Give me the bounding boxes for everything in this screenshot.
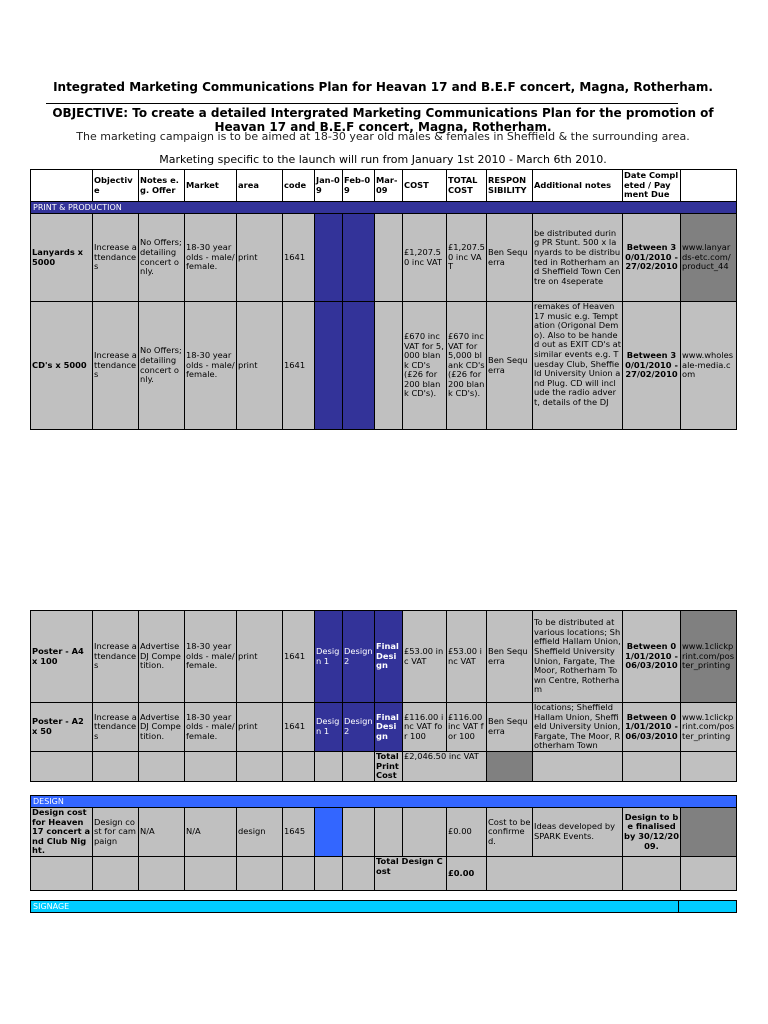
signage-cell-end — [679, 901, 737, 913]
blank-cell — [93, 856, 139, 890]
col-header-objective: Objective — [93, 170, 139, 202]
row-total: £1,207.50 inc VAT — [447, 214, 487, 302]
row-objective: Increase attendances — [93, 214, 139, 302]
row-responsibility: Ben Sequerra — [487, 302, 533, 430]
title-underline — [46, 103, 678, 104]
row-feb: Design 2 — [343, 611, 375, 703]
row-additional: Ideas developed by SPARK Events. — [533, 808, 623, 857]
design-total-label: Total Design Cost — [375, 856, 447, 890]
blank-cell — [283, 856, 315, 890]
col-header-mar: Mar-09 — [375, 170, 403, 202]
row-area: print — [237, 302, 283, 430]
row-market: 18-30 year olds - male/female. — [185, 611, 237, 703]
blank-cell — [487, 856, 623, 890]
row-date: Between 01/01/2010 - 06/03/2010 — [623, 703, 681, 752]
row-responsibility: Ben Sequerra — [487, 703, 533, 752]
blank-cell — [343, 856, 375, 890]
row-link: www.1clickprint.com/poster_printing — [681, 611, 737, 703]
row-jan — [315, 214, 343, 302]
row-objective: Increase attendances — [93, 703, 139, 752]
row-area: print — [237, 703, 283, 752]
row-item: Lanyards x 5000 — [31, 214, 93, 302]
blank-cell — [343, 751, 375, 781]
row-mar: Final Design — [375, 611, 403, 703]
row-additional: locations; Sheffield Hallam Union, Sheffield University Union, Fargate, The Moor, Rotherham Town — [533, 703, 623, 752]
section-row-signage — [31, 901, 737, 913]
row-notes: No Offers; detailing concert only. — [139, 214, 185, 302]
print-total-value: £2,046.50 inc VAT — [403, 751, 487, 781]
row-total: £0.00 — [447, 808, 487, 857]
row-objective: Increase attendances — [93, 302, 139, 430]
row-market: 18-30 year olds - male/female. — [185, 302, 237, 430]
row-total: £670 inc VAT for 5,000 blank CD's (£26 for 200 blank CD's). — [447, 302, 487, 430]
row-notes: Advertise DJ Competition. — [139, 703, 185, 752]
section-row-print — [31, 202, 737, 214]
row-date: Between 01/01/2010 - 06/03/2010 — [623, 611, 681, 703]
row-feb — [343, 808, 375, 857]
row-feb — [343, 302, 375, 430]
print-table-posters — [30, 610, 737, 782]
row-objective: Increase attendances — [93, 611, 139, 703]
launch-text: Marketing specific to the launch will run from January 1st 2010 - March 6th 2010. — [159, 153, 607, 166]
row-notes: Advertise DJ Competition. — [139, 611, 185, 703]
row-code: 1641 — [283, 302, 315, 430]
row-code: 1641 — [283, 214, 315, 302]
row-area: print — [237, 214, 283, 302]
blank-cell — [139, 856, 185, 890]
table-row — [31, 302, 737, 430]
row-link — [681, 808, 737, 857]
table-row — [31, 703, 737, 752]
row-total: £53.00 inc VAT — [447, 611, 487, 703]
col-header-total-cost: TOTAL COST — [447, 170, 487, 202]
section-label-signage: SIGNAGE — [31, 901, 679, 913]
row-responsibility: Cost to be confirmed. — [487, 808, 533, 857]
row-market: 18-30 year olds - male/female. — [185, 703, 237, 752]
blank-cell — [185, 856, 237, 890]
blank-cell — [237, 856, 283, 890]
table-row — [31, 214, 737, 302]
blank-cell — [533, 751, 623, 781]
blank-cell — [139, 751, 185, 781]
row-code: 1641 — [283, 611, 315, 703]
col-header-date: Date Completed / Payment Due — [623, 170, 681, 202]
row-item: Design cost for Heaven 17 concert and Club Night. — [31, 808, 93, 857]
row-cost: £670 inc VAT for 5,000 blank CD's (£26 for 200 blank CD's). — [403, 302, 447, 430]
design-total-row — [31, 856, 737, 890]
design-table — [30, 795, 737, 891]
row-feb — [343, 214, 375, 302]
row-jan — [315, 302, 343, 430]
row-code: 1645 — [283, 808, 315, 857]
blank-cell — [31, 751, 93, 781]
row-cost: £116.00 inc VAT for 100 — [403, 703, 447, 752]
blank-cell — [681, 751, 737, 781]
row-mar: Final Design — [375, 703, 403, 752]
col-header-notes: Notes e.g. Offer — [139, 170, 185, 202]
row-jan — [315, 808, 343, 857]
row-mar — [375, 214, 403, 302]
table-row — [31, 611, 737, 703]
col-header-jan: Jan-09 — [315, 170, 343, 202]
plan-title: Integrated Marketing Communications Plan for Heavan 17 and B.E.F concert, Magna, Rotherham. — [53, 80, 713, 94]
row-feb: Design 2 — [343, 703, 375, 752]
header-row — [31, 170, 737, 202]
col-header-additional-notes: Additional notes — [533, 170, 623, 202]
col-header-area: area — [237, 170, 283, 202]
row-cost — [403, 808, 447, 857]
row-cost: £1,207.50 inc VAT — [403, 214, 447, 302]
print-table-top — [30, 169, 737, 430]
row-item: Poster - A4 x 100 — [31, 611, 93, 703]
row-date: Between 30/01/2010 - 27/02/2010 — [623, 214, 681, 302]
col-header-item — [31, 170, 93, 202]
col-header-link — [681, 170, 737, 202]
col-header-responsibility: RESPONSIBILITY — [487, 170, 533, 202]
blank-cell — [623, 856, 681, 890]
row-total: £116.00 inc VAT for 100 — [447, 703, 487, 752]
row-item: Poster - A2 x 50 — [31, 703, 93, 752]
row-notes: No Offers; detailing concert only. — [139, 302, 185, 430]
row-objective: Design cost for campaign — [93, 808, 139, 857]
row-jan: Design 1 — [315, 703, 343, 752]
section-label-design: DESIGN — [31, 796, 737, 808]
row-mar — [375, 808, 403, 857]
table-row — [31, 808, 737, 857]
row-date: Design to be finalised by 30/12/2009. — [623, 808, 681, 857]
blank-cell — [315, 856, 343, 890]
section-label-print: PRINT & PRODUCTION — [31, 202, 737, 214]
audience-text: The marketing campaign is to be aimed at 18-30 year old males & females in Sheffield & the surrounding area. — [76, 130, 690, 143]
objective-text: OBJECTIVE: To create a detailed Intergrated Marketing Communications Plan for the promotion of Heavan 17 and B.E.F concert, Magna, Rotherham. — [52, 106, 714, 134]
print-total-label: Total Print Cost — [375, 751, 403, 781]
row-responsibility: Ben Sequerra — [487, 611, 533, 703]
row-code: 1641 — [283, 703, 315, 752]
blank-cell — [623, 751, 681, 781]
blank-cell — [315, 751, 343, 781]
col-header-code: code — [283, 170, 315, 202]
section-row-design — [31, 796, 737, 808]
signage-table — [30, 900, 737, 913]
blank-cell — [487, 751, 533, 781]
row-link: www.lanyards-etc.com/product_44 — [681, 214, 737, 302]
blank-cell — [93, 751, 139, 781]
col-header-feb: Feb-09 — [343, 170, 375, 202]
col-header-cost: COST — [403, 170, 447, 202]
row-jan: Design 1 — [315, 611, 343, 703]
row-additional: be distributed during PR Stunt. 500 x lanyards to be distributed in Rotherham and Sheffield Town Centre on 4seperate — [533, 214, 623, 302]
row-date: Between 30/01/2010 - 27/02/2010 — [623, 302, 681, 430]
blank-cell — [283, 751, 315, 781]
row-market: 18-30 year olds - male/female. — [185, 214, 237, 302]
print-total-row — [31, 751, 737, 781]
row-additional: remakes of Heaven 17 music e.g. Temptation (Origonal Demo). Also to be handed out as EXIT CD's at similar events e.g. Tuesday Club, Sheffield University Union and Plug. CD will include the radio advert, details of the DJ — [533, 302, 623, 430]
row-market: N/A — [185, 808, 237, 857]
row-cost: £53.00 inc VAT — [403, 611, 447, 703]
row-responsibility: Ben Sequerra — [487, 214, 533, 302]
row-item: CD's x 5000 — [31, 302, 93, 430]
row-link: www.wholesale-media.com — [681, 302, 737, 430]
row-area: design — [237, 808, 283, 857]
row-area: print — [237, 611, 283, 703]
blank-cell — [681, 856, 737, 890]
row-mar — [375, 302, 403, 430]
blank-cell — [185, 751, 237, 781]
col-header-market: Market — [185, 170, 237, 202]
row-notes: N/A — [139, 808, 185, 857]
row-link: www.1clickprint.com/poster_printing — [681, 703, 737, 752]
blank-cell — [237, 751, 283, 781]
design-total-value: £0.00 — [447, 856, 487, 890]
row-additional: To be distributed at various locations; Sheffield Hallam Union, Sheffield University Union, Fargate, The Moor, Rotherham Town Centre, Rotherham — [533, 611, 623, 703]
blank-cell — [31, 856, 93, 890]
